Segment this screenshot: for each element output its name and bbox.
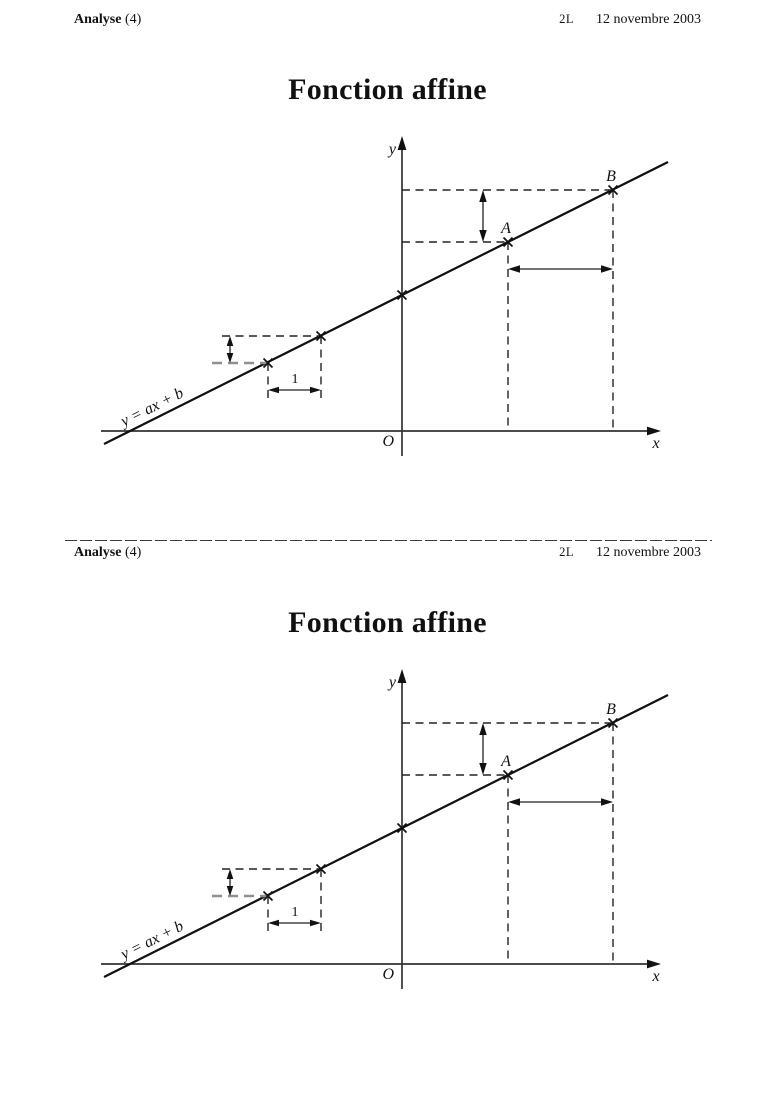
header-left xyxy=(74,545,141,561)
course-name: Analyse xyxy=(74,545,122,560)
equation-label: y = ax + b xyxy=(118,384,187,431)
course-name: Analyse xyxy=(74,12,122,27)
page-header xyxy=(74,11,701,28)
delta-x-arrow xyxy=(508,798,613,805)
y-axis-arrowhead-icon xyxy=(398,136,407,150)
x-axis xyxy=(101,960,661,969)
x-axis-label: x xyxy=(652,435,660,452)
delta-y-arrow xyxy=(479,190,486,242)
delta-x-arrow xyxy=(508,265,613,272)
header-left xyxy=(74,12,141,28)
y-axis-label: y xyxy=(388,141,396,158)
point-b-label: B xyxy=(606,168,616,185)
class-name: 2L xyxy=(559,545,575,559)
page-header xyxy=(74,544,701,561)
affine-function-figure xyxy=(0,133,775,465)
unit-length-arrow xyxy=(268,920,321,927)
point-a-label: A xyxy=(501,753,511,770)
date: 12 novembre 2003 xyxy=(596,545,701,560)
header-right xyxy=(559,11,701,28)
date: 12 novembre 2003 xyxy=(596,12,701,27)
graph-line xyxy=(104,162,668,444)
affine-function-figure xyxy=(0,666,775,998)
unit-length-label: 1 xyxy=(291,372,299,387)
page-title: Fonction affine xyxy=(288,606,487,640)
worksheet-copy-1 xyxy=(0,0,775,533)
equation-label: y = ax + b xyxy=(118,917,187,964)
slope-a-arrow xyxy=(227,336,234,363)
course-number: (4) xyxy=(124,545,142,560)
course-number: (4) xyxy=(124,12,142,27)
y-axis-arrowhead-icon xyxy=(398,669,407,683)
class-name: 2L xyxy=(559,12,575,26)
x-axis-label: x xyxy=(652,968,660,985)
slope-a-arrow xyxy=(227,869,234,896)
delta-y-arrow xyxy=(479,723,486,775)
page-title: Fonction affine xyxy=(288,73,487,107)
origin-label: O xyxy=(382,966,394,983)
origin-label: O xyxy=(382,433,394,450)
unit-length-label: 1 xyxy=(291,905,299,920)
worksheet-copy-2 xyxy=(0,533,775,1095)
graph-line xyxy=(104,695,668,977)
header-right xyxy=(559,544,701,561)
y-axis-label: y xyxy=(388,674,396,691)
unit-length-arrow xyxy=(268,387,321,394)
point-b-label: B xyxy=(606,701,616,718)
x-axis xyxy=(101,427,661,436)
point-a-label: A xyxy=(501,220,511,237)
